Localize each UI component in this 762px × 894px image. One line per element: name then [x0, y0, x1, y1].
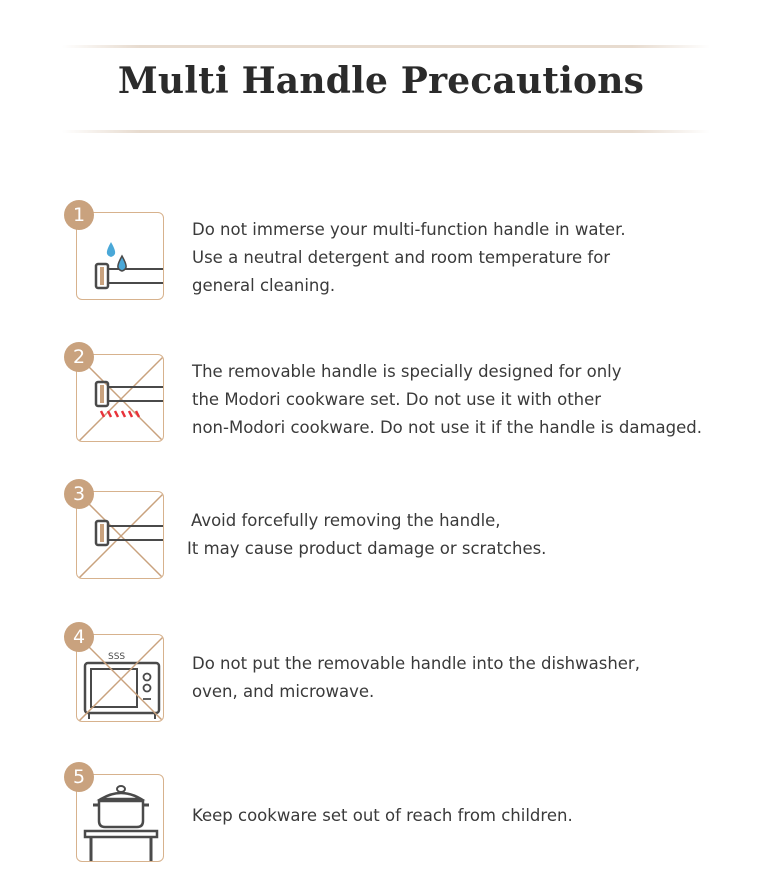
water-drops-handle-icon	[77, 213, 164, 300]
top-divider	[62, 45, 710, 48]
precaution-text: The removable handle is specially designed for only the Modori cookware set. Do not use it with other non-Modori cookware. Do not use it if the handle is damaged.	[192, 362, 703, 437]
step-number-badge: 3	[64, 479, 94, 509]
step-number-badge: 1	[64, 200, 94, 230]
step-number-badge: 2	[64, 342, 94, 372]
precaution-text: Do not immerse your multi-function handle in water. Use a neutral detergent and room temperature for general cleaning.	[192, 220, 626, 295]
steam-mark: SSS	[108, 652, 126, 662]
precaution-text: Avoid forcefully removing the handle, It may cause product damage or scratches.	[187, 511, 547, 558]
precaution-text: Do not put the removable handle into the dishwasher, oven, and microwave.	[192, 654, 640, 701]
bottom-divider	[62, 130, 710, 133]
page-title: Multi Handle Precautions	[117, 60, 645, 102]
step-number-badge: 4	[64, 622, 94, 652]
crossed-microwave-icon	[77, 635, 164, 722]
step-number-badge: 5	[64, 762, 94, 792]
pot-on-table-icon	[77, 775, 164, 862]
crossed-heated-handle-icon	[77, 355, 164, 442]
precaution-text: Keep cookware set out of reach from children.	[192, 806, 573, 825]
crossed-handle-icon	[77, 492, 164, 579]
